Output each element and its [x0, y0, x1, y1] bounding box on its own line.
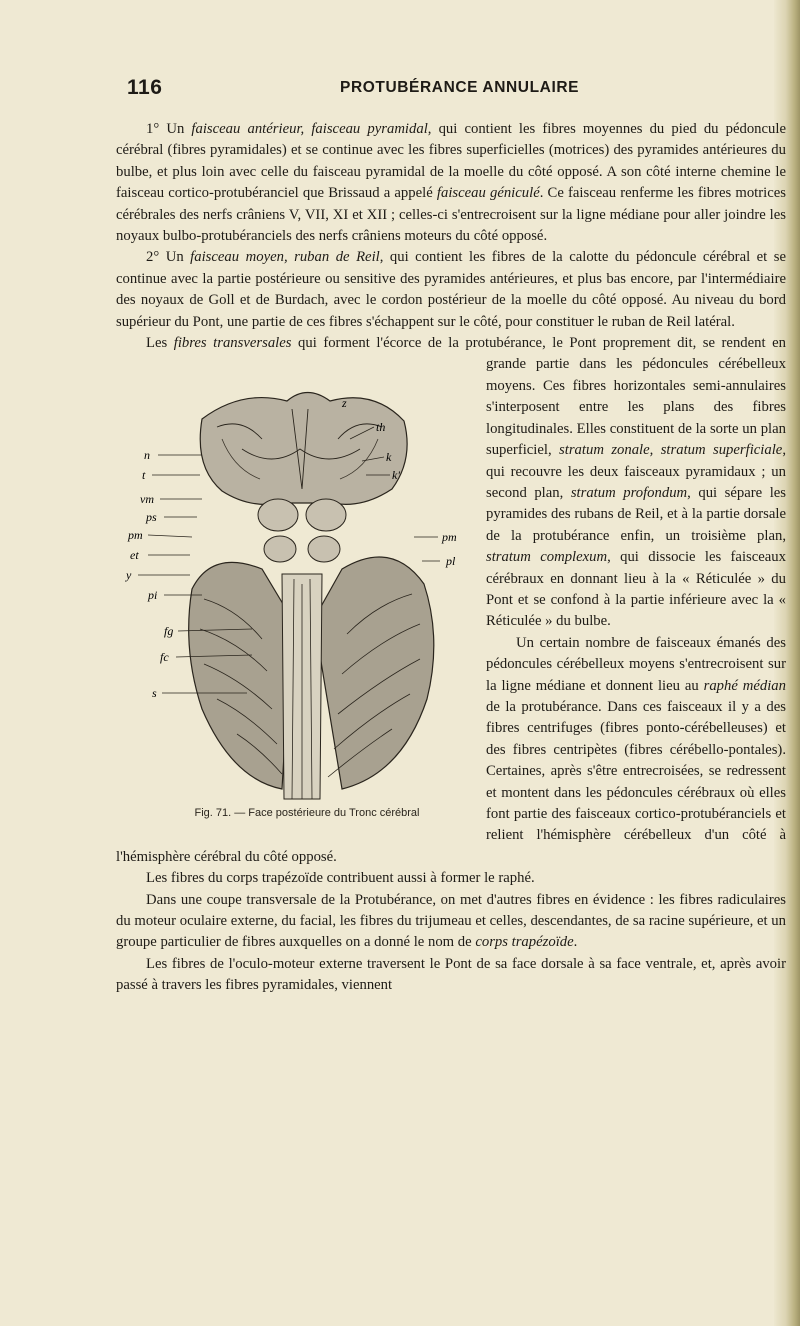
p3-g: , qui sépare les pyramides des rubans de Reil, et à la partie dorsale de la protubérance enfin, un troisième plan, [486, 484, 787, 544]
label-pl-right: pl [446, 554, 456, 569]
brainstem-illustration [126, 379, 472, 799]
label-pm-right: pm [442, 530, 457, 545]
label-y: y [126, 568, 132, 583]
right-hemisphere [314, 557, 434, 789]
upper-mass [200, 393, 407, 505]
paragraph-7 [116, 954, 786, 997]
body-text [116, 119, 786, 997]
label-ps: ps [146, 510, 157, 525]
p6-term: corps trapézoïde [475, 934, 574, 951]
p3-i: , qui dissocie les faisceaux cérébraux en donnant lieu à la « Réticulée » du Pont et se confond à la partie inférieure avec la « Réticulée » du bulbe. [486, 549, 786, 630]
p3-term-4: stratum complexum [486, 549, 608, 566]
p3-a: Les [146, 335, 174, 352]
p3-c: qui forment l'écorce de la protubérance, le Pont proprement dit, se rendent en grande partie dans les pédoncules cérébelleux moyens. Ces fibres horizontales semi-annulaires s'interposent entre les plans des fibres longitudinales. Elles constituent de la sorte un plan superficiel, [291, 335, 786, 459]
running-head: PROTUBÉRANCE ANNULAIRE [340, 79, 580, 96]
p5-a: Les fibres du corps trapézoïde contribuent aussi à former le raphé. [146, 870, 535, 887]
p6-a: Dans une coupe transversale de la Protubérance, on met d'autres fibres en évidence : les fibres radiculaires du moteur oculaire externe, du facial, les fibres du trijumeau et celles, descendantes, de sa racine supérieure, et un groupe particulier de fibres auxquelles on a donné le nom de [116, 891, 786, 951]
paragraph-5 [116, 868, 786, 889]
label-n: n [144, 448, 150, 463]
page-number: 116 [127, 76, 163, 99]
label-t: t [142, 468, 146, 483]
p2-c: , qui contient les fibres de la calotte du pédoncule cérébral et se continue avec la partie postérieure ou sensitive des pyramides antérieures, et plus bas encore, par l'intermédiaire des noyaux de Goll et de Burdach, avec le cordon postérieur de la moelle du côté opposé. Au niveau du bord supérieur du Pont, une partie de ces fibres s'échappent sur le côté, pour constituer le ruban de Reil latéral. [116, 249, 786, 330]
p2-term: faisceau moyen, ruban de Reil [190, 249, 380, 266]
p4-c: de la protubérance. Dans ces faisceaux il y a des fibres centrifuges (fibres ponto-cérébelleuses) et des fibres centripètes (fibres cérébello-pontales). Certaines, après s'être entrecroisées, se redressent et montent dans les pédoncules cérébraux où elles font partie des faisceaux cortico-protubéranciels et relient l'hémisphère cérébelleux d'un côté à l'hémisphère cérébral du côté opposé. [116, 698, 786, 865]
label-k-prime: k' [392, 468, 400, 483]
paragraph-6 [116, 890, 786, 954]
label-pi: pi [148, 588, 158, 603]
label-fc: fc [160, 650, 169, 665]
p1-term-2: faisceau géniculé [436, 185, 540, 202]
label-s: s [152, 686, 157, 701]
p1-term: faisceau antérieur, faisceau pyramidal [191, 121, 428, 137]
page-header [0, 76, 800, 106]
p6-c: . [573, 934, 578, 951]
p3-term-2: stratum zonale, stratum superficiale [559, 442, 783, 459]
p1-e: . Ce faisceau renferme les fibres motrices cérébrales des nerfs crâniens V, VII, XI et XII ; celles-ci s'entrecroisent sur la ligne médiane pour aller joindre les noyaux bulbo-protubéranciels des nerfs crâniens moteurs du côté opposé. [116, 185, 786, 245]
label-z: z [342, 396, 347, 411]
label-k: k [386, 450, 392, 465]
p4-a: Un certain nombre de faisceaux émanés des pédoncules cérébelleux moyens s'entrecroisent sur la ligne médiane et donnent lieu au [486, 634, 786, 694]
label-th: th [376, 420, 386, 435]
paragraph-1 [116, 119, 786, 247]
p4-term: raphé médian [703, 677, 786, 694]
figure-caption: Fig. 71. — Face postérieure du Tronc cérébral [194, 807, 420, 820]
label-et: et [130, 548, 139, 563]
p3-term: fibres transversales [173, 335, 292, 352]
p7-a: Les fibres de l'oculo-moteur externe traversent le Pont de sa face dorsale à sa face ventrale, et, après avoir passé à travers les fibres pyramidales, viennent [116, 955, 786, 994]
p3-e: , qui recouvre les deux faisceaux pyramidaux ; un second plan, [486, 442, 786, 501]
p2-a: 2° Un [146, 249, 191, 266]
figure [112, 375, 472, 830]
label-fg: fg [164, 624, 174, 639]
p1-a: 1° Un [146, 121, 192, 137]
p1-c: , qui contient les fibres moyennes du pied du pédoncule cérébral (fibres pyramidales) et se continue avec les fibres superficielles (motrices) des pyramides antérieures du bulbe, et plus loin avec celle du faisceau pyramidal de la moelle du côté opposé. A son côté interne chemine le faisceau cortico-protubéranciel que Brissaud a appelé [116, 121, 786, 202]
p3-term-3: stratum profondum [570, 484, 688, 501]
label-vm: vm [140, 492, 154, 507]
label-pm-left: pm [128, 528, 143, 543]
left-hemisphere [189, 563, 292, 790]
